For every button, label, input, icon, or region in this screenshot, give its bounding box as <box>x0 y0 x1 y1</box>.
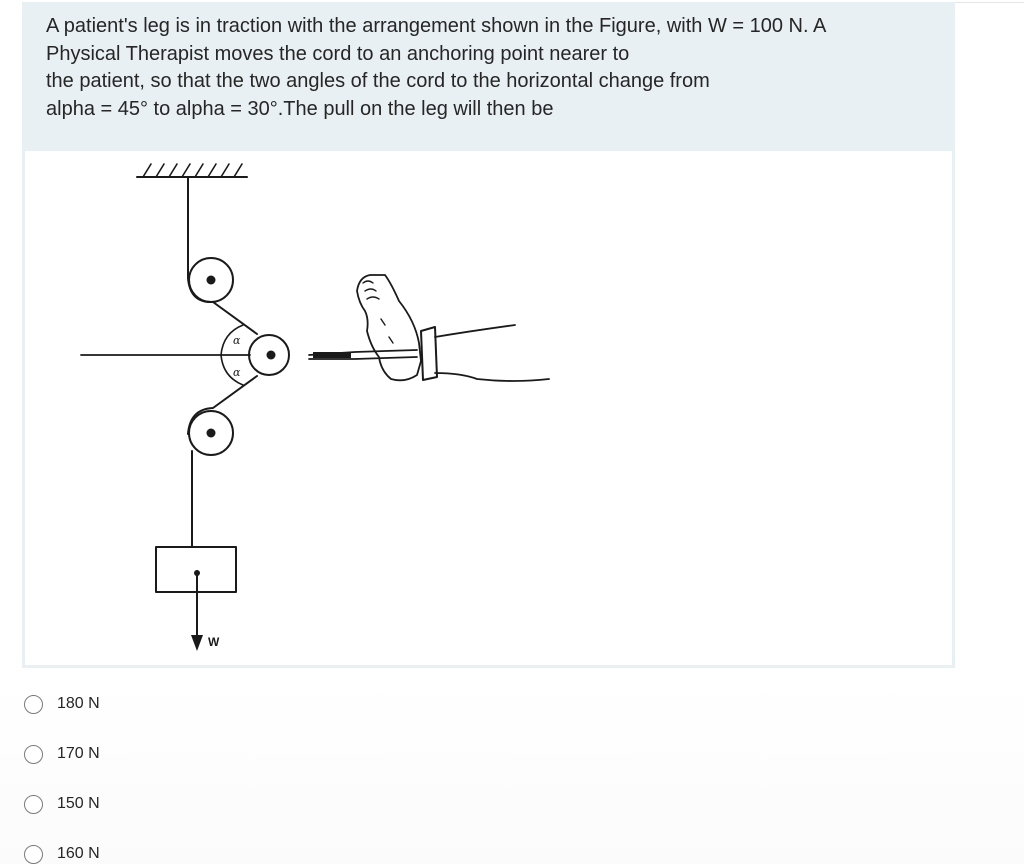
radio-button[interactable] <box>24 845 43 864</box>
choice-150[interactable] <box>24 789 100 819</box>
leg-pulley-axle <box>267 351 276 360</box>
leg-outline-bottom <box>435 373 549 381</box>
traction-figure <box>25 151 952 665</box>
ankle-cuff <box>421 327 437 380</box>
ceiling-hatch <box>143 164 242 177</box>
cord-upper-diagonal <box>188 278 257 334</box>
radio-button[interactable] <box>24 695 43 714</box>
question-line: alpha = 45° to alpha = 30°.The pull on the leg will then be <box>46 97 554 120</box>
question-text <box>46 13 926 123</box>
answer-choices <box>0 678 1024 864</box>
traction-diagram <box>25 151 952 665</box>
divider <box>955 2 1024 3</box>
radio-button[interactable] <box>24 745 43 764</box>
radio-button[interactable] <box>24 795 43 814</box>
cord-lower-diagonal <box>188 376 257 434</box>
choice-160[interactable] <box>24 839 100 864</box>
question-line: Physical Therapist moves the cord to an anchoring point nearer to <box>46 42 630 65</box>
lower-pulley-axle <box>207 429 216 438</box>
choice-label: 150 N <box>57 795 100 812</box>
question-card <box>22 2 955 668</box>
choice-label: 180 N <box>57 695 100 712</box>
weight-hook <box>194 570 200 576</box>
choice-label: 160 N <box>57 845 100 862</box>
choice-170[interactable] <box>24 739 100 769</box>
angle-label-lower: α <box>233 366 241 379</box>
question-line: A patient's leg is in traction with the arrangement shown in the Figure, with W = 100 N. A <box>46 15 827 37</box>
strap-connector <box>313 352 351 358</box>
choice-180[interactable] <box>24 689 100 719</box>
angle-label-upper: α <box>233 334 241 347</box>
question-line: the patient, so that the two angles of the cord to the horizontal change from <box>46 70 710 92</box>
upper-pulley-axle <box>207 276 216 285</box>
leg-outline-top <box>435 325 515 337</box>
choice-label: 170 N <box>57 745 100 762</box>
weight-arrowhead <box>191 635 203 651</box>
weight-label: W <box>208 635 220 649</box>
